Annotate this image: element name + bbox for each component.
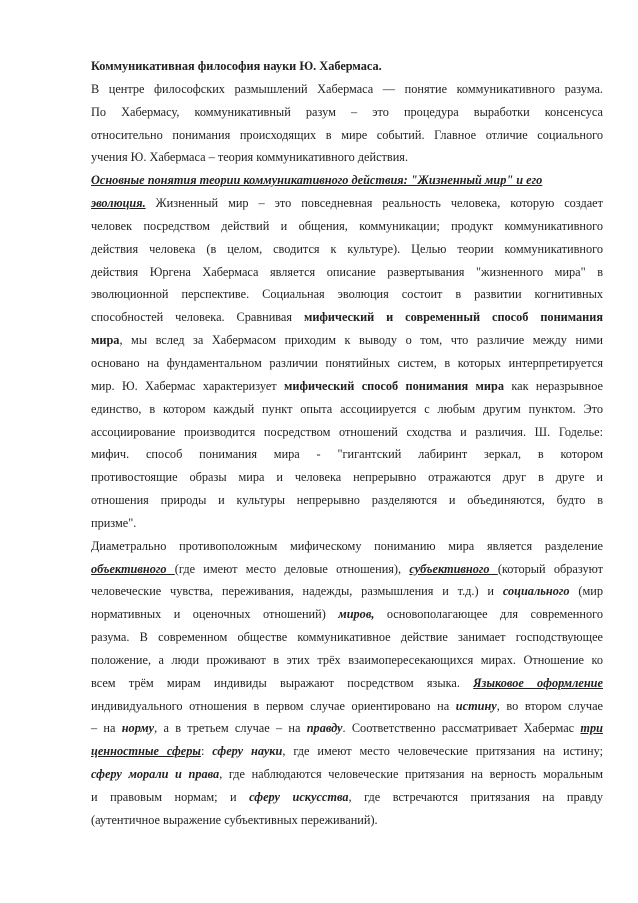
paragraph-2-line: действия человека (в целом, сводится к культуре). Целью теории коммуникативного: [91, 241, 603, 256]
paragraph-2-line: человек посредством действий и общения, коммуникации; продукт коммуникативного: [91, 218, 603, 233]
bold-term: сферу науки: [212, 744, 283, 759]
document-page: [91, 55, 603, 832]
paragraph-2-line: отношения природы и культуры непрерывно разделяются и объединяются, будто в: [91, 493, 603, 508]
paragraph-2-line: ассоциирование производится посредством отношений сходства и различия. Ш. Годелье:: [91, 424, 603, 439]
paragraph-3-line: всем трём мирам индивиды выражают посредством языка. Языковое оформление: [91, 675, 603, 690]
paragraph-3-line: и правовым нормам; и сферу искусства, где встречаются притязания на правду: [91, 790, 603, 804]
paragraph-3-line: Диаметрально противоположным мифическому пониманию мира является разделение: [91, 538, 603, 553]
bold-term: истину: [455, 698, 497, 713]
section-heading: [91, 169, 603, 192]
paragraph-1-line: относительно понимания происходящих в мире событий. Главное отличие социального: [91, 127, 603, 142]
paragraph-3-line: ценностные сферы: сферу науки, где имеют место человеческие притязания на истину;: [91, 744, 604, 759]
bold-term: объективного: [91, 561, 175, 576]
bold-term: субъективного: [409, 561, 498, 576]
bold-term: сферу искусства: [249, 790, 349, 804]
section-heading-text: эволюция.: [91, 196, 146, 211]
paragraph-2-line: мир. Ю. Хабермас характеризует мифический способ понимания мира как неразрывное: [91, 378, 603, 393]
section-heading-text: Основные понятия теории коммуникативного действия: "Жизненный мир" и его: [91, 173, 543, 188]
paragraph-2-line: эволюция. Жизненный мир – это повседневная реальность человека, которую создает: [91, 196, 603, 211]
bold-term: мифический и современный способ понимания: [303, 310, 603, 325]
paragraph-2-line: мифич. способ понимания мира - "гигантский лабиринт зеркал, в котором: [91, 447, 603, 462]
paragraph-1-line: В центре философских размышлений Хабермаса — понятие коммуникативного разума.: [91, 81, 603, 96]
paragraph-2-line: основано на фундаментальном различии понятийных систем, в которых интерпретируется: [91, 355, 603, 370]
paragraph-2-line: способностей человека. Сравнивая мифический и современный способ понимания: [91, 310, 603, 325]
bold-term: Языковое оформление: [473, 675, 603, 690]
paragraph-2-line: мира, мы вслед за Хабермасом приходим к выводу о том, что различие между ними: [91, 333, 603, 348]
bold-term: правду: [306, 721, 343, 736]
paragraph-2-line: призме".: [91, 515, 137, 530]
paragraph-3-line: разума. В современном обществе коммуникативное действие занимает господствующее: [91, 630, 603, 645]
paragraph-2-line: единство, в котором каждый пункт опыта ассоциируется с любым другим пунктом. Это: [91, 401, 603, 416]
bold-term: сферу морали и права: [91, 767, 220, 782]
paragraph-3-line: индивидуального отношения в первом случае ориентировано на истину, во втором случае: [91, 698, 604, 713]
paragraph-2-line: противостоящие образы мира и человека непрерывно отражаются друг в друге и: [91, 470, 603, 485]
paragraph-1-line: учения Ю. Хабермаса – теория коммуникативного действия.: [91, 150, 409, 165]
paragraph-3-line: человеческие чувства, переживания, надежды, размышления и т.д.) и социального (мир: [91, 584, 603, 599]
paragraph-3-line: нормативных и оценочных отношений) миров, основополагающее для современного: [91, 607, 603, 622]
paragraph-3-line: положение, а люди проживают в этих трёх взаимопересекающихся мирах. Отношение ко: [91, 652, 603, 667]
bold-term: три: [580, 721, 603, 736]
bold-term: мифический способ понимания мира: [284, 378, 504, 393]
bold-term: мира: [91, 333, 120, 348]
paragraph-3-line: сферу морали и права, где наблюдаются человеческие притязания на верность моральным: [91, 767, 604, 782]
paragraph-3-line: – на норму, а в третьем случае – на правду. Соответственно рассматривает Хабермас три: [91, 721, 603, 736]
bold-term: ценностные сферы: [91, 744, 201, 759]
paragraph-3-line: объективного (где имеют место деловые отношения), субъективного (который образуют: [91, 561, 603, 576]
bold-term: социального: [502, 584, 570, 599]
bold-term: норму: [121, 721, 155, 736]
paragraph-2-line: действия Юргена Хабермаса является описание развертывания "жизненного мира" в: [91, 264, 603, 279]
bold-term: миров,: [338, 607, 375, 622]
paragraph-2-line: эволюционной перспективе. Социальная эволюция состоит в развитии когнитивных: [91, 287, 603, 302]
paragraph-1-line: По Хабермасу, коммуникативный разум – это процедура выработки консенсуса: [91, 104, 603, 119]
document-title: Коммуникативная философия науки Ю. Хабермаса.: [91, 59, 382, 73]
paragraph-3-line: (аутентичное выражение субъективных переживаний).: [91, 812, 378, 827]
